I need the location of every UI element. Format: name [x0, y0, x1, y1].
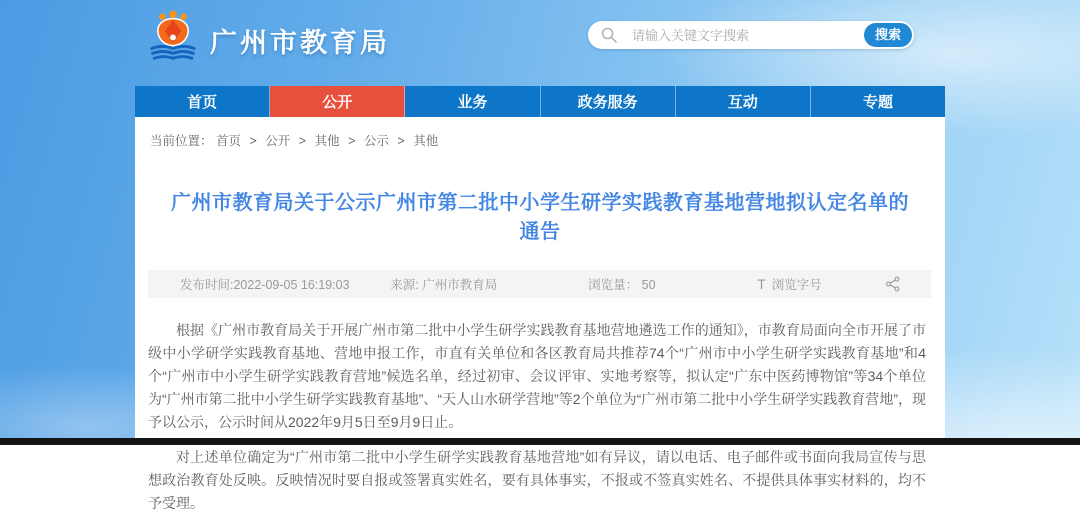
nav-tab-interaction[interactable]: 互动: [676, 86, 811, 117]
content-panel: [135, 117, 945, 511]
breadcrumb: [135, 117, 945, 149]
article-source: 来源: 广州市教育局: [390, 278, 498, 292]
nav-tab-home[interactable]: 首页: [135, 86, 270, 117]
main-nav: [135, 86, 945, 117]
breadcrumb-separator: >: [298, 134, 307, 148]
breadcrumb-separator: >: [348, 134, 356, 148]
breadcrumb-link-other[interactable]: 其他: [314, 134, 340, 148]
breadcrumb-link-disclosure[interactable]: 公开: [265, 134, 291, 148]
site-title: 广州市教育局: [210, 28, 390, 58]
font-size-t-icon: T: [757, 276, 766, 292]
nav-tab-business[interactable]: 业务: [405, 86, 540, 117]
article-body: [148, 319, 926, 515]
breadcrumb-separator: >: [397, 134, 405, 148]
search-button[interactable]: 搜索: [864, 23, 912, 47]
breadcrumb-separator: >: [249, 134, 257, 148]
font-size-label: 浏览字号: [771, 278, 822, 292]
share-button[interactable]: [885, 276, 901, 292]
breadcrumb-label: 当前位置：: [150, 134, 213, 148]
article-paragraph-2: 对上述单位确定为“广州市第二批中小学生研学实践教育基地营地”如有异议，请以电话、电子邮件或书面向我局宣传与思想政治教育处反映。反映情况时要自报或签署真实姓名，要有具体事实，不报或不签真实姓名、不提供具体事实材料的，均不予受理。: [148, 449, 926, 511]
education-bureau-logo-icon: [144, 9, 202, 63]
site-logo-icon[interactable]: [144, 9, 202, 63]
publish-time: 发布时间:2022-09-05 16:19:03: [180, 278, 350, 292]
search-bar: [588, 21, 914, 49]
nav-tab-topics[interactable]: 专题: [862, 94, 893, 111]
article-title: 广州市教育局关于公示广州市第二批中小学生研学实践教育基地营地拟认定名单的通告: [171, 192, 909, 243]
nav-tab-gov-services[interactable]: 政务服务: [541, 86, 676, 117]
search-input[interactable]: [632, 21, 852, 49]
view-count: 浏览量： 50: [588, 278, 656, 292]
article-paragraph-1: 根据《广州市教育局关于开展广州市第二批中小学生研学实践教育基地营地遴选工作的通知》，市教育局面向全市开展了市级中小学研学实践教育基地、营地申报工作，市直有关单位和各区教育局共推荐74个“广州市中小学生研学实践教育基地”和4个“广州市中小学生研学实践教育营地”候选名单，经过初审、会议评审、实地考察等，拟认定“广东中医药博物馆”等34个单位为“广州市第二批中小学生研学实践教育基地”、“天人山水研学营地”等2个单位为“广州市第二批中小学生研学实践教育营地”，现予以公示，公示时间从2022年9月5日至9月9日止。: [148, 322, 926, 430]
breadcrumb-link-announcement[interactable]: 公示: [363, 134, 389, 148]
nav-tab-disclosure[interactable]: 公开: [270, 86, 405, 117]
font-size-control[interactable]: [757, 275, 885, 293]
footer-bar: [0, 438, 1080, 445]
breadcrumb-link-other-2[interactable]: 其他: [413, 134, 439, 148]
breadcrumb-link-home[interactable]: 首页: [216, 134, 242, 148]
article-meta-bar: [148, 270, 931, 298]
search-icon: [601, 27, 617, 43]
share-icon: [885, 276, 901, 292]
